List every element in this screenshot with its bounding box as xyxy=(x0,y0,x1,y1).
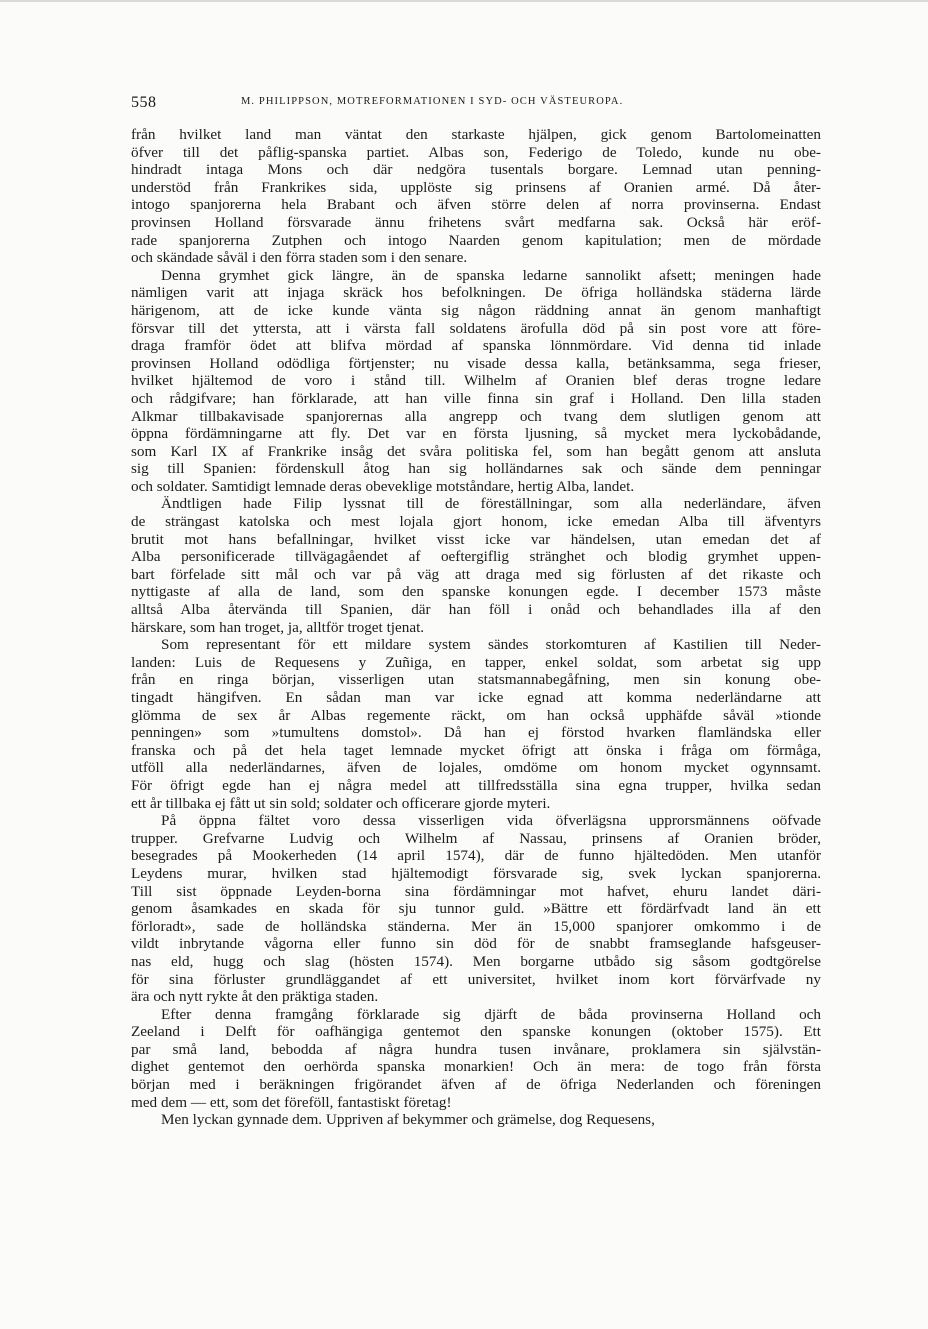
text-line: Leydens murar, hvilken stad hjältemodigt försvarade sig, svek lyckan spanjorerna. xyxy=(131,864,821,882)
text-line: Alkmar tillbakavisade spanjorernas alla angrepp och tvang dem slutligen genom att xyxy=(131,407,821,425)
text-line: vildt inbrytande vågorna eller funno sin död för de snabbt framseglande hafsgeuser- xyxy=(131,935,821,953)
text-line: ett år tillbaka ej fått ut sin sold; soldater och officerare gjorde myteri. xyxy=(131,794,551,812)
text-line: franska och på det hela taget lemnade mycket öfrigt att önska i fråga om förmåga, xyxy=(131,741,821,759)
text-line: penningen» som »tumultens domstol». Då han ej förstod hvarken flamländska eller xyxy=(131,724,821,742)
text-line: provinsen Holland odödliga förtjenster; nu visade dessa kalla, betänksamma, sega frieser, xyxy=(131,354,821,372)
text-line: och rådgifvare; han förklarade, att han ville finna sin graf i Holland. Den lilla staden xyxy=(131,389,821,407)
text-line: Efter denna framgång förklarade sig djärft de båda provinserna Holland och xyxy=(161,1005,821,1023)
text-line: nyttigaste af alla de land, som den spanske konungen egde. I december 1573 måste xyxy=(131,583,821,601)
text-line: utföll alla nederländarnes, äfven de lojales, omdöme om honom mycket ogynnsamt. xyxy=(131,759,821,777)
text-line: intogo spanjorerna hela Brabant och äfven större delen af norra provinserna. Endast xyxy=(131,196,821,214)
text-line: öfver till det påflig-spanska partiet. Albas son, Federigo de Toledo, kunde nu obe- xyxy=(131,143,821,161)
scan-edge xyxy=(0,0,928,2)
text-line: brutit mot hans befallningar, hvilket visst icke var händelsen, utan emedan det af xyxy=(131,530,821,548)
text-line: dighet gentemot den oerhörda spanska monarkien! Och än mera: de togo från första xyxy=(131,1058,821,1076)
running-title: M. PHILIPPSON, MOTREFORMATIONEN I SYD- OCH VÄSTEUROPA. xyxy=(241,96,624,107)
text-line: För öfrigt egde han ej några medel att tillfredsställa sina egna trupper, hvilka sedan xyxy=(131,776,821,794)
text-line: glömma de sex år Albas regemente räckt, om han också upphäfde såväl »tionde xyxy=(131,706,821,724)
text-line: draga framför ödet att blifva mördad af spanska lönnmördare. Vid denna tid inlade xyxy=(131,337,821,355)
text-line: trupper. Grefvarne Ludvig och Wilhelm af Nassau, prinsens af Oranien bröder, xyxy=(131,829,821,847)
text-line: Denna grymhet gick längre, än de spanska ledarne sannolikt afsett; meningen hade xyxy=(161,266,821,284)
text-line: nämligen varit att injaga skräck hos befolkningen. De öfriga holländska städerna lärde xyxy=(131,284,821,302)
paragraph xyxy=(131,495,821,636)
text-line: med dem — ett, som det föreföll, fantastiskt företag! xyxy=(131,1093,452,1111)
text-line: På öppna fältet voro dessa visserligen vida öfverlägsna upprorsmännens oöfvade xyxy=(161,812,821,830)
text-line: bart förfelade sitt mål och var på väg att draga med sig förlusten af det rikaste och xyxy=(131,565,821,583)
text-line: tingadt hängifven. En sådan man var icke egnad att komma nederländarne att xyxy=(131,689,821,706)
text-line: som Karl IX af Frankrike insåg det svåra politiska fel, som han begått genom att ansluta xyxy=(131,442,821,460)
paragraph xyxy=(131,636,821,812)
page-number: 558 xyxy=(131,94,157,111)
text-line: de strängast katolska och mest lojala gjort honom, icke emedan Alba till äfventyrs xyxy=(131,513,821,531)
text-line: och skändade såväl i den förra staden som i den senare. xyxy=(131,249,468,267)
paragraph xyxy=(131,267,821,496)
text-line: Som representant för ett mildare system sändes storkomturen af Kastilien till Neder- xyxy=(161,636,821,654)
paragraph xyxy=(131,812,821,1006)
text-line: Alba personificerade tillvägagåendet af oeftergiflig stränghet och blodig grymhet uppen- xyxy=(131,548,821,566)
text-line: hvilket hjältemod de voro i stånd till. Wilhelm af Oranien blef deras trogne ledare xyxy=(131,372,821,390)
text-line: landen: Luis de Requesens y Zuñiga, en tapper, enkel soldat, som arbetat sig upp xyxy=(131,653,821,671)
text-line: Ändtligen hade Filip lyssnat till de föreställningar, som alla nederländare, äfven xyxy=(161,495,821,513)
text-line: början med i beräkningen frigörandet äfven af de öfriga Nederlanden och föreningen xyxy=(131,1076,821,1094)
text-line: härskare, som han troget, ja, alltför troget tjenat. xyxy=(131,618,425,636)
page-header xyxy=(131,94,821,112)
text-line: från en ringa början, visserligen utan statsmannabegåfning, men sin konung obe- xyxy=(131,671,821,689)
text-line: provinsen Holland försvarade ännu frihetens svårt medfarna sak. Också här eröf- xyxy=(131,213,821,231)
text-line: förloradt», sade de holländska ständerna. Mer än 15,000 spanjorer omkommo i de xyxy=(131,917,821,935)
text-line: Men lyckan gynnade dem. Uppriven af bekymmer och grämelse, dog Requesens, xyxy=(161,1111,655,1129)
text-line: rade spanjorerna Zutphen och intogo Naarden genom kapitulation; men de mördade xyxy=(131,231,821,249)
text-line: för sina förluster grundläggandet af ett universitet, hvilket inom kort förvärfvade ny xyxy=(131,970,821,988)
text-line: Zeeland i Delft för oafhängiga gentemot den spanske konungen (oktober 1575). Ett xyxy=(131,1023,821,1041)
paragraph xyxy=(131,1111,821,1129)
text-line: sig till Spanien: fördenskull åtog han sig holländarnes sak och sände dem penningar xyxy=(131,460,821,478)
text-line: och soldater. Samtidigt lemnade deras obeveklige motståndare, hertig Alba, landet. xyxy=(131,477,635,495)
text-line: hindradt intaga Mons och där nedgöra tusentals borgare. Lemnad utan penning- xyxy=(131,161,821,179)
text-line: Till sist öppnade Leyden-borna sina fördämningar mot hafvet, ehuru landet däri- xyxy=(131,882,821,900)
text-line: alltså Alba återvända till Spanien, där han föll i onåd och behandlades illa af den xyxy=(131,601,821,619)
text-line: försvar till det yttersta, att i värsta fall soldatens ärofulla död på sin post vore att före- xyxy=(131,319,821,337)
text-line: besegrades på Mookerheden (14 april 1574), där de funno hjältedöden. Men utanför xyxy=(131,847,821,865)
text-line: genom åsamkades en skada för sju tunnor guld. »Bättre ett fördärfvadt land än ett xyxy=(131,900,821,918)
text-line: från hvilket land man väntat den starkaste hjälpen, gick genom Bartolomeinatten xyxy=(131,126,821,143)
text-line: öppna fördämningarne att fly. Det var en första ljusning, så mycket mera lyckobådande, xyxy=(131,425,821,443)
body-text xyxy=(131,126,821,1129)
paragraph xyxy=(131,1006,821,1112)
paragraph xyxy=(131,126,821,267)
text-line: understöd från Frankrikes sida, upplöste sig prinsens af Oranien armé. Då åter- xyxy=(131,178,821,196)
text-line: par små land, bebodda af några hundra tusen invånare, proklamera sin självstän- xyxy=(131,1040,821,1058)
text-line: ära och nytt rykte åt den präktiga staden. xyxy=(131,988,379,1006)
text-line: härigenom, att de icke kunde vänta sig någon räddning annat än genom manhaftigt xyxy=(131,301,821,319)
text-line: nas eld, hugg och slag (hösten 1574). Men borgarne utbådo sig såsom godtgörelse xyxy=(131,952,821,970)
